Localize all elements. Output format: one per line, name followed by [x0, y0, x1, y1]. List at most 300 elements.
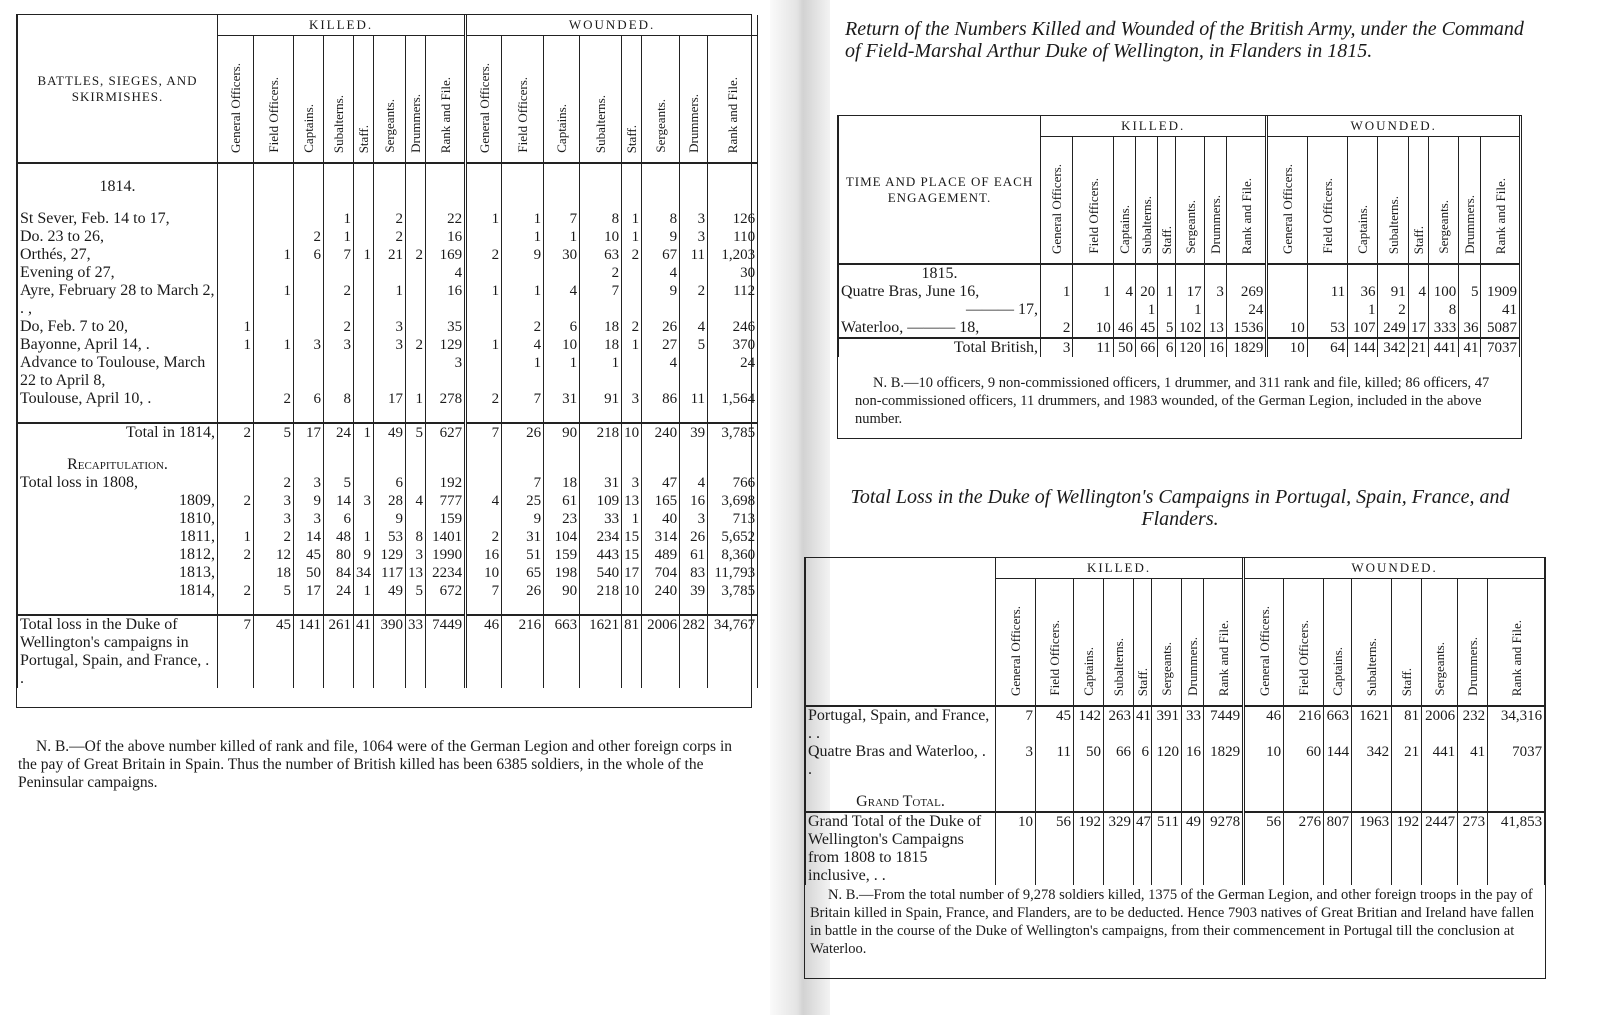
- row-label: Orthés, 27,: [20, 246, 91, 263]
- total-row: [18, 423, 758, 442]
- column-header-text: Staff.: [1410, 225, 1426, 254]
- wounded-captains: 31: [544, 390, 580, 408]
- empty-cell: [1152, 779, 1182, 793]
- wounded-field-officers: 1: [502, 282, 544, 318]
- empty-cell: [502, 600, 544, 615]
- empty-cell: [294, 600, 324, 615]
- wounded-staff: 1: [622, 210, 642, 228]
- column-header: [324, 36, 354, 164]
- column-header-text: Subalterns.: [593, 94, 609, 153]
- killed-staff: 47: [1134, 812, 1152, 885]
- wounded-staff: 81: [1392, 706, 1422, 743]
- wounded-group-header: WOUNDED.: [466, 15, 758, 36]
- empty-cell: [1135, 264, 1157, 283]
- empty-cell: [254, 196, 294, 210]
- table-row: [18, 582, 758, 600]
- wounded-rank-and-file: 7037: [1481, 338, 1520, 357]
- killed-field-officers: 1: [254, 282, 294, 318]
- column-header-text: Rank and File.: [1238, 177, 1254, 254]
- empty-cell: [1481, 264, 1520, 283]
- column-header: [1104, 579, 1134, 707]
- table-row: [18, 354, 758, 390]
- empty-cell: [354, 442, 374, 456]
- column-header-text: Sergeants.: [1436, 200, 1452, 254]
- empty-cell: [544, 196, 580, 210]
- killed-field-officers: 18: [254, 564, 294, 582]
- table-row: [18, 510, 758, 528]
- killed-captains: [294, 318, 324, 336]
- row-label-cell: [839, 319, 1041, 338]
- wounded-general-officers: 2: [466, 390, 502, 408]
- row-label: Quatre Bras and Waterloo, . .: [808, 743, 986, 778]
- row-label-cell: [18, 546, 218, 564]
- killed-group-header: KILLED.: [218, 15, 466, 36]
- killed-subalterns: 6: [324, 510, 354, 528]
- wounded-general-officers: 2: [466, 528, 502, 546]
- column-header-text: Field Officers.: [1047, 620, 1062, 696]
- killed-staff: 41: [354, 615, 374, 688]
- empty-cell: [426, 163, 466, 178]
- wounded-field-officers: 216: [502, 615, 544, 688]
- killed-group-header-1815: KILLED.: [1041, 116, 1267, 137]
- row-label: 1812,: [179, 546, 215, 563]
- table-row: [18, 474, 758, 492]
- column-header: [1307, 137, 1347, 265]
- peninsular-losses-table: [17, 15, 758, 688]
- wounded-rank-and-file: 5,652: [708, 528, 758, 546]
- wounded-staff: 2: [622, 318, 642, 336]
- wounded-drummers: 26: [680, 528, 708, 546]
- empty-cell: [622, 163, 642, 178]
- empty-cell: [1204, 793, 1244, 812]
- killed-captains: 6: [294, 390, 324, 408]
- empty-cell: [466, 178, 502, 196]
- empty-cell: [708, 456, 758, 474]
- wounded-drummers: [1459, 301, 1481, 319]
- killed-subalterns: 24: [324, 423, 354, 442]
- killed-subalterns: 66: [1104, 743, 1134, 779]
- wounded-field-officers: 9: [502, 510, 544, 528]
- column-header: [1352, 579, 1392, 707]
- killed-sergeants: 17: [1176, 283, 1204, 301]
- wounded-general-officers: 1: [466, 336, 502, 354]
- killed-field-officers: 12: [254, 546, 294, 564]
- wounded-drummers: 3: [680, 228, 708, 246]
- empty-cell: [406, 442, 426, 456]
- killed-sergeants: [374, 354, 406, 390]
- wounded-captains: 1: [1348, 301, 1378, 319]
- killed-staff: [354, 210, 374, 228]
- empty-cell: [254, 442, 294, 456]
- wounded-general-officers: [466, 510, 502, 528]
- killed-rank-and-file: 672: [426, 582, 466, 600]
- wounded-rank-and-file: 112: [708, 282, 758, 318]
- killed-subalterns: 2: [324, 318, 354, 336]
- wounded-subalterns: 218: [580, 582, 622, 600]
- wounded-sergeants: 8: [642, 210, 680, 228]
- empty-cell: [580, 408, 622, 423]
- empty-cell: [1348, 264, 1378, 283]
- wounded-general-officers: [466, 228, 502, 246]
- empty-cell: [708, 178, 758, 196]
- wounded-sergeants: 4: [642, 264, 680, 282]
- column-header: [1284, 579, 1324, 707]
- empty-cell: [1073, 264, 1113, 283]
- empty-cell: [580, 442, 622, 456]
- wounded-captains: 159: [544, 546, 580, 564]
- wounded-captains: 1: [544, 228, 580, 246]
- empty-cell: [642, 456, 680, 474]
- killed-rank-and-file: 22: [426, 210, 466, 228]
- title-total-loss: Total Loss in the Duke of Wellington's Campaigns in Portugal, Spain, France, and Flanders.: [850, 486, 1510, 530]
- killed-general-officers: 10: [996, 812, 1036, 885]
- wounded-captains: 90: [544, 423, 580, 442]
- empty-cell: [1392, 779, 1422, 793]
- wounded-captains: 807: [1324, 812, 1352, 885]
- wounded-drummers: 39: [680, 582, 708, 600]
- empty-cell: [374, 196, 406, 210]
- column-header: [1459, 137, 1481, 265]
- row-label-cell: [18, 582, 218, 600]
- empty-cell: [1204, 779, 1244, 793]
- column-header-text: Drummers.: [1207, 195, 1223, 254]
- wounded-sergeants: 4: [642, 354, 680, 390]
- row-label: Advance to Toulouse, March 22 to April 8,: [20, 354, 206, 389]
- row-label-cell: [839, 283, 1041, 301]
- killed-subalterns: 48: [324, 528, 354, 546]
- empty-cell: [466, 408, 502, 423]
- killed-field-officers: 1: [1073, 283, 1113, 301]
- row-label-cell: [839, 338, 1041, 357]
- column-header-text: Drummers.: [1465, 637, 1481, 696]
- killed-rank-and-file: 1829: [1204, 743, 1244, 779]
- empty-cell: [1392, 793, 1422, 812]
- wounded-staff: [622, 354, 642, 390]
- empty-cell: [374, 408, 406, 423]
- column-header-text: General Officers.: [228, 63, 243, 153]
- empty-cell: [466, 456, 502, 474]
- row-label: Total British,: [953, 339, 1039, 356]
- wounded-captains: [544, 264, 580, 282]
- killed-rank-and-file: 777: [426, 492, 466, 510]
- killed-staff: 1: [354, 246, 374, 264]
- killed-sergeants: 49: [374, 423, 406, 442]
- killed-subalterns: 84: [324, 564, 354, 582]
- empty-cell: [708, 442, 758, 456]
- empty-cell: [580, 196, 622, 210]
- row-label: Do. 23 to 26,: [20, 228, 104, 245]
- killed-drummers: 16: [1182, 743, 1204, 779]
- column-header-text: Drummers.: [686, 94, 702, 153]
- killed-field-officers: [254, 210, 294, 228]
- killed-rank-and-file: 159: [426, 510, 466, 528]
- killed-general-officers: 1: [218, 528, 254, 546]
- empty-cell: [580, 456, 622, 474]
- wounded-field-officers: 26: [502, 582, 544, 600]
- killed-subalterns: 261: [324, 615, 354, 688]
- empty-cell: [544, 178, 580, 196]
- killed-staff: [354, 336, 374, 354]
- column-header: [426, 36, 466, 164]
- wounded-sergeants: 489: [642, 546, 680, 564]
- column-header-text: Captains.: [554, 104, 570, 153]
- killed-staff: 1: [354, 423, 374, 442]
- empty-cell: [374, 456, 406, 474]
- column-header: [708, 36, 758, 164]
- empty-cell: [218, 408, 254, 423]
- killed-subalterns: 7: [324, 246, 354, 264]
- row-label: Total in 1814,: [125, 424, 215, 441]
- empty-cell: [680, 408, 708, 423]
- killed-rank-and-file: 269: [1226, 283, 1266, 301]
- column-header-text: General Officers.: [1280, 164, 1296, 254]
- killed-subalterns: 20: [1135, 283, 1157, 301]
- table-row: [18, 282, 758, 318]
- empty-cell: [502, 196, 544, 210]
- killed-drummers: 2: [406, 336, 426, 354]
- killed-captains: 3: [294, 474, 324, 492]
- empty-cell: [324, 163, 354, 178]
- wounded-rank-and-file: 8,360: [708, 546, 758, 564]
- wounded-rank-and-file: 110: [708, 228, 758, 246]
- stub-header: [18, 15, 218, 163]
- empty-cell: [324, 178, 354, 196]
- empty-cell: [1182, 779, 1204, 793]
- wounded-subalterns: 218: [580, 423, 622, 442]
- spacer-row: [18, 163, 758, 178]
- row-label-cell: [18, 228, 218, 246]
- table-row: [18, 492, 758, 510]
- wounded-captains: 144: [1348, 338, 1378, 357]
- killed-drummers: [1204, 301, 1226, 319]
- wounded-rank-and-file: 126: [708, 210, 758, 228]
- empty-cell: [374, 178, 406, 196]
- wounded-sergeants: 240: [642, 423, 680, 442]
- row-label: Total loss in 1808,: [20, 474, 138, 491]
- column-header-text: Staff.: [1135, 667, 1150, 696]
- killed-rank-and-file: 1990: [426, 546, 466, 564]
- row-label: Do, Feb. 7 to 20,: [20, 318, 128, 335]
- column-header: [1152, 579, 1182, 707]
- killed-general-officers: 2: [218, 546, 254, 564]
- column-header-text: General Officers.: [476, 63, 492, 153]
- wounded-staff: 13: [622, 492, 642, 510]
- empty-cell: [544, 408, 580, 423]
- empty-cell: [502, 442, 544, 456]
- killed-staff: 1: [354, 582, 374, 600]
- killed-rank-and-file: 278: [426, 390, 466, 408]
- section-heading-row: [18, 456, 758, 474]
- table-row: [18, 210, 758, 228]
- wounded-sergeants: 314: [642, 528, 680, 546]
- empty-cell: [406, 408, 426, 423]
- killed-drummers: [406, 282, 426, 318]
- killed-field-officers: [254, 228, 294, 246]
- column-header: [1348, 137, 1378, 265]
- empty-cell: [218, 178, 254, 196]
- killed-subalterns: 45: [1135, 319, 1157, 338]
- wounded-captains: 107: [1348, 319, 1378, 338]
- killed-captains: 2: [294, 228, 324, 246]
- wounded-rank-and-file: 34,316: [1488, 706, 1545, 743]
- column-header-text: Sergeants.: [1432, 642, 1448, 696]
- row-label: Toulouse, April 10, .: [20, 390, 152, 407]
- column-header-text: Field Officers.: [515, 77, 531, 153]
- killed-drummers: 5: [406, 423, 426, 442]
- column-header-text: Sergeants.: [653, 99, 669, 153]
- killed-staff: 9: [354, 546, 374, 564]
- column-header-text: Sergeants.: [382, 99, 397, 153]
- wounded-rank-and-file: 246: [708, 318, 758, 336]
- empty-cell: [1244, 779, 1284, 793]
- spacer-row: [18, 442, 758, 456]
- empty-cell: [1284, 793, 1324, 812]
- empty-cell: [324, 600, 354, 615]
- column-header: [218, 36, 254, 164]
- killed-field-officers: 1: [254, 246, 294, 264]
- killed-general-officers: 3: [996, 743, 1036, 779]
- wounded-general-officers: 4: [466, 492, 502, 510]
- wounded-sergeants: 2006: [1422, 706, 1458, 743]
- spacer-row: [18, 408, 758, 423]
- empty-cell: [426, 408, 466, 423]
- wounded-general-officers: 46: [466, 615, 502, 688]
- row-label-cell: [18, 390, 218, 408]
- column-header: [1408, 137, 1428, 265]
- wounded-staff: 1: [622, 336, 642, 354]
- row-label-cell: [18, 528, 218, 546]
- wounded-rank-and-file: 30: [708, 264, 758, 282]
- spacer-row: [18, 196, 758, 210]
- column-header-text: Subalterns.: [331, 94, 346, 153]
- killed-sergeants: 53: [374, 528, 406, 546]
- row-label: ——— 17,: [966, 301, 1039, 318]
- column-header-text: Captains.: [1330, 647, 1346, 696]
- killed-staff: 1: [1158, 283, 1176, 301]
- wounded-field-officers: 276: [1284, 812, 1324, 885]
- empty-cell: [996, 793, 1036, 812]
- wounded-sergeants: 704: [642, 564, 680, 582]
- column-header-text: General Officers.: [1256, 606, 1272, 696]
- wounded-sergeants: 2006: [642, 615, 680, 688]
- footnote-total: N. B.—From the total number of 9,278 soldiers killed, 1375 of the German Legion, and other foreign troops in the pay of Britain killed in Spain, France, and Flanders, are to be deducted. Hence 7903 natives of Great Britian and Ireland have fallen in battle in the course of the Duke of Wellington's campaigns, from their commencement in Portugal till the conclusion at Waterloo.: [810, 887, 1534, 957]
- killed-sergeants: 3: [374, 336, 406, 354]
- section-heading-row: [18, 178, 758, 196]
- column-header-text: Captains.: [301, 104, 316, 153]
- wounded-sergeants: 333: [1428, 319, 1458, 338]
- killed-sergeants: 120: [1152, 743, 1182, 779]
- killed-staff: 41: [1134, 706, 1152, 743]
- wounded-staff: [622, 282, 642, 318]
- wounded-sergeants: 40: [642, 510, 680, 528]
- wounded-field-officers: 9: [502, 246, 544, 264]
- empty-cell: [18, 600, 218, 615]
- column-header: [1204, 579, 1244, 707]
- wounded-field-officers: 51: [502, 546, 544, 564]
- killed-general-officers: [218, 246, 254, 264]
- column-header-text: Field Officers.: [1296, 620, 1312, 696]
- wounded-drummers: [680, 354, 708, 390]
- wounded-rank-and-file: 3,785: [708, 423, 758, 442]
- killed-general-officers: [218, 228, 254, 246]
- wounded-drummers: 282: [680, 615, 708, 688]
- column-header-text: Rank and File.: [1508, 619, 1524, 696]
- stub-header-text: BATTLES, SIEGES, AND SKIRMISHES.: [37, 72, 198, 104]
- killed-drummers: 49: [1182, 812, 1204, 885]
- row-label: Quatre Bras, June 16,: [841, 283, 980, 300]
- empty-cell: [680, 178, 708, 196]
- killed-general-officers: 3: [1041, 338, 1073, 357]
- empty-cell: [622, 456, 642, 474]
- column-header: [502, 36, 544, 164]
- wounded-subalterns: 249: [1378, 319, 1408, 338]
- column-header: [1176, 137, 1204, 265]
- wounded-general-officers: 10: [466, 564, 502, 582]
- empty-cell: [426, 600, 466, 615]
- killed-captains: 4: [1113, 283, 1135, 301]
- wounded-drummers: 16: [680, 492, 708, 510]
- killed-captains: 46: [1113, 319, 1135, 338]
- killed-staff: 6: [1158, 338, 1176, 357]
- stub-header-1815: [839, 116, 1041, 264]
- killed-captains: [294, 210, 324, 228]
- killed-captains: 142: [1074, 706, 1104, 743]
- wounded-captains: 23: [544, 510, 580, 528]
- wounded-general-officers: 7: [466, 423, 502, 442]
- column-header: [1134, 579, 1152, 707]
- table-row: [806, 743, 1545, 779]
- row-label: 1810,: [179, 510, 215, 527]
- wounded-drummers: [680, 264, 708, 282]
- empty-cell: [1352, 793, 1392, 812]
- killed-rank-and-file: 35: [426, 318, 466, 336]
- column-header: [1041, 137, 1073, 265]
- killed-captains: 17: [294, 582, 324, 600]
- wounded-field-officers: 64: [1307, 338, 1347, 357]
- table-row: [18, 546, 758, 564]
- empty-cell: [1226, 264, 1266, 283]
- killed-sergeants: 391: [1152, 706, 1182, 743]
- grand-total-row: [806, 812, 1545, 885]
- column-header-text: Field Officers.: [1085, 178, 1101, 254]
- killed-staff: [354, 228, 374, 246]
- killed-sergeants: 2: [374, 210, 406, 228]
- killed-subalterns: 2: [324, 282, 354, 318]
- killed-drummers: [406, 264, 426, 282]
- table-row: [18, 246, 758, 264]
- column-header: [1392, 579, 1422, 707]
- killed-rank-and-file: 1401: [426, 528, 466, 546]
- wounded-subalterns: 2: [1378, 301, 1408, 319]
- empty-cell: [1074, 793, 1104, 812]
- grand-total-table: [805, 558, 1545, 885]
- wounded-general-officers: 7: [466, 582, 502, 600]
- empty-cell: [1458, 779, 1488, 793]
- spacer-row: [806, 779, 1545, 793]
- empty-cell: [254, 456, 294, 474]
- wounded-drummers: 83: [680, 564, 708, 582]
- killed-staff: 3: [354, 492, 374, 510]
- killed-general-officers: 7: [218, 615, 254, 688]
- killed-captains: 192: [1074, 812, 1104, 885]
- empty-cell: [406, 178, 426, 196]
- wounded-drummers: 4: [680, 474, 708, 492]
- wounded-general-officers: 46: [1244, 706, 1284, 743]
- table-row: [18, 336, 758, 354]
- killed-field-officers: 3: [254, 492, 294, 510]
- killed-captains: 50: [1074, 743, 1104, 779]
- empty-cell: [708, 196, 758, 210]
